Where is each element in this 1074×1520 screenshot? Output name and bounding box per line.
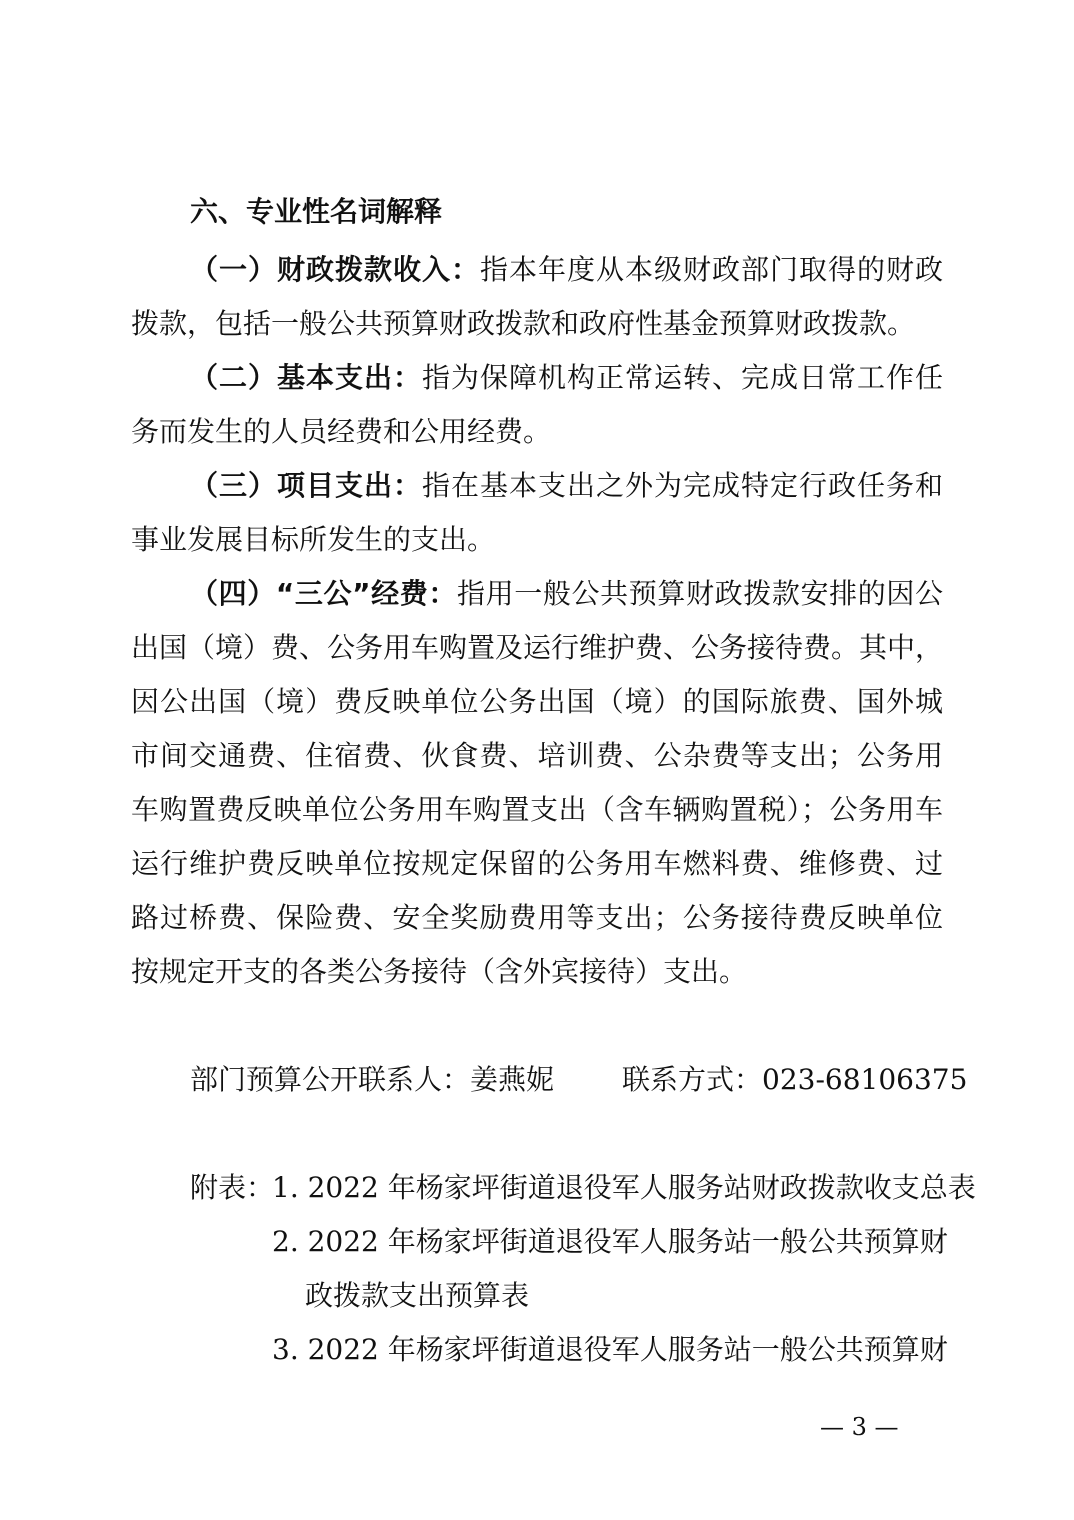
definition-1-text: 指本年度从本级财政部门取得的财政 [480, 253, 943, 286]
attachments-label: 附表： [190, 1171, 275, 1204]
definition-4-line-1 [190, 576, 943, 612]
definition-4-line-6: 运行维护费反映单位按规定保留的公务用车燃料费、维修费、过 [131, 847, 943, 880]
contact-person: 部门预算公开联系人：姜燕妮 [190, 1063, 555, 1096]
contact-phone: 联系方式：023-68106375 [622, 1063, 968, 1096]
attachment-item-2-continued: 政拨款支出预算表 [305, 1279, 530, 1312]
definition-4-line-4: 市间交通费、住宿费、伙食费、培训费、公杂费等支出；公务用 [131, 739, 943, 772]
page-number: — 3 — [820, 1413, 899, 1441]
definition-4-term: （四）“三公”经费： [190, 577, 458, 610]
definition-4-line-5: 车购置费反映单位公务用车购置支出（含车辆购置税）；公务用车 [131, 793, 943, 826]
definition-2-term: （二）基本支出： [190, 361, 422, 394]
section-title: 六、专业性名词解释 [190, 195, 443, 228]
definition-4-line-3: 因公出国（境）费反映单位公务出国（境）的国际旅费、国外城 [131, 685, 943, 718]
definition-1-term: （一）财政拨款收入： [190, 253, 480, 286]
definition-4-text: 指用一般公共预算财政拨款安排的因公 [457, 577, 943, 610]
definition-4-line-2: 出国（境）费、公务用车购置及运行维护费、公务接待费。其中， [131, 631, 944, 664]
attachment-item-2: 2. 2022 年杨家坪街道退役军人服务站一般公共预算财 [272, 1225, 948, 1258]
definition-3-term: （三）项目支出： [190, 469, 422, 502]
definition-2-text: 指为保障机构正常运转、完成日常工作任 [422, 361, 943, 394]
definition-4-line-7: 路过桥费、保险费、安全奖励费用等支出；公务接待费反映单位 [131, 901, 943, 934]
attachment-item-3: 3. 2022 年杨家坪街道退役军人服务站一般公共预算财 [272, 1333, 948, 1366]
attachment-item-1: 1. 2022 年杨家坪街道退役军人服务站财政拨款收支总表 [272, 1171, 976, 1204]
definition-3-text: 指在基本支出之外为完成特定行政任务和 [422, 469, 943, 502]
definition-4-line-8: 按规定开支的各类公务接待（含外宾接待）支出。 [131, 955, 748, 988]
definition-1-line-1 [190, 252, 943, 288]
definition-1-line-2: 拨款，包括一般公共预算财政拨款和政府性基金预算财政拨款。 [131, 307, 916, 340]
definition-2-line-2: 务而发生的人员经费和公用经费。 [131, 415, 552, 448]
definition-2-line-1 [190, 360, 943, 396]
definition-3-line-1 [190, 468, 943, 504]
definition-3-line-2: 事业发展目标所发生的支出。 [131, 523, 496, 556]
